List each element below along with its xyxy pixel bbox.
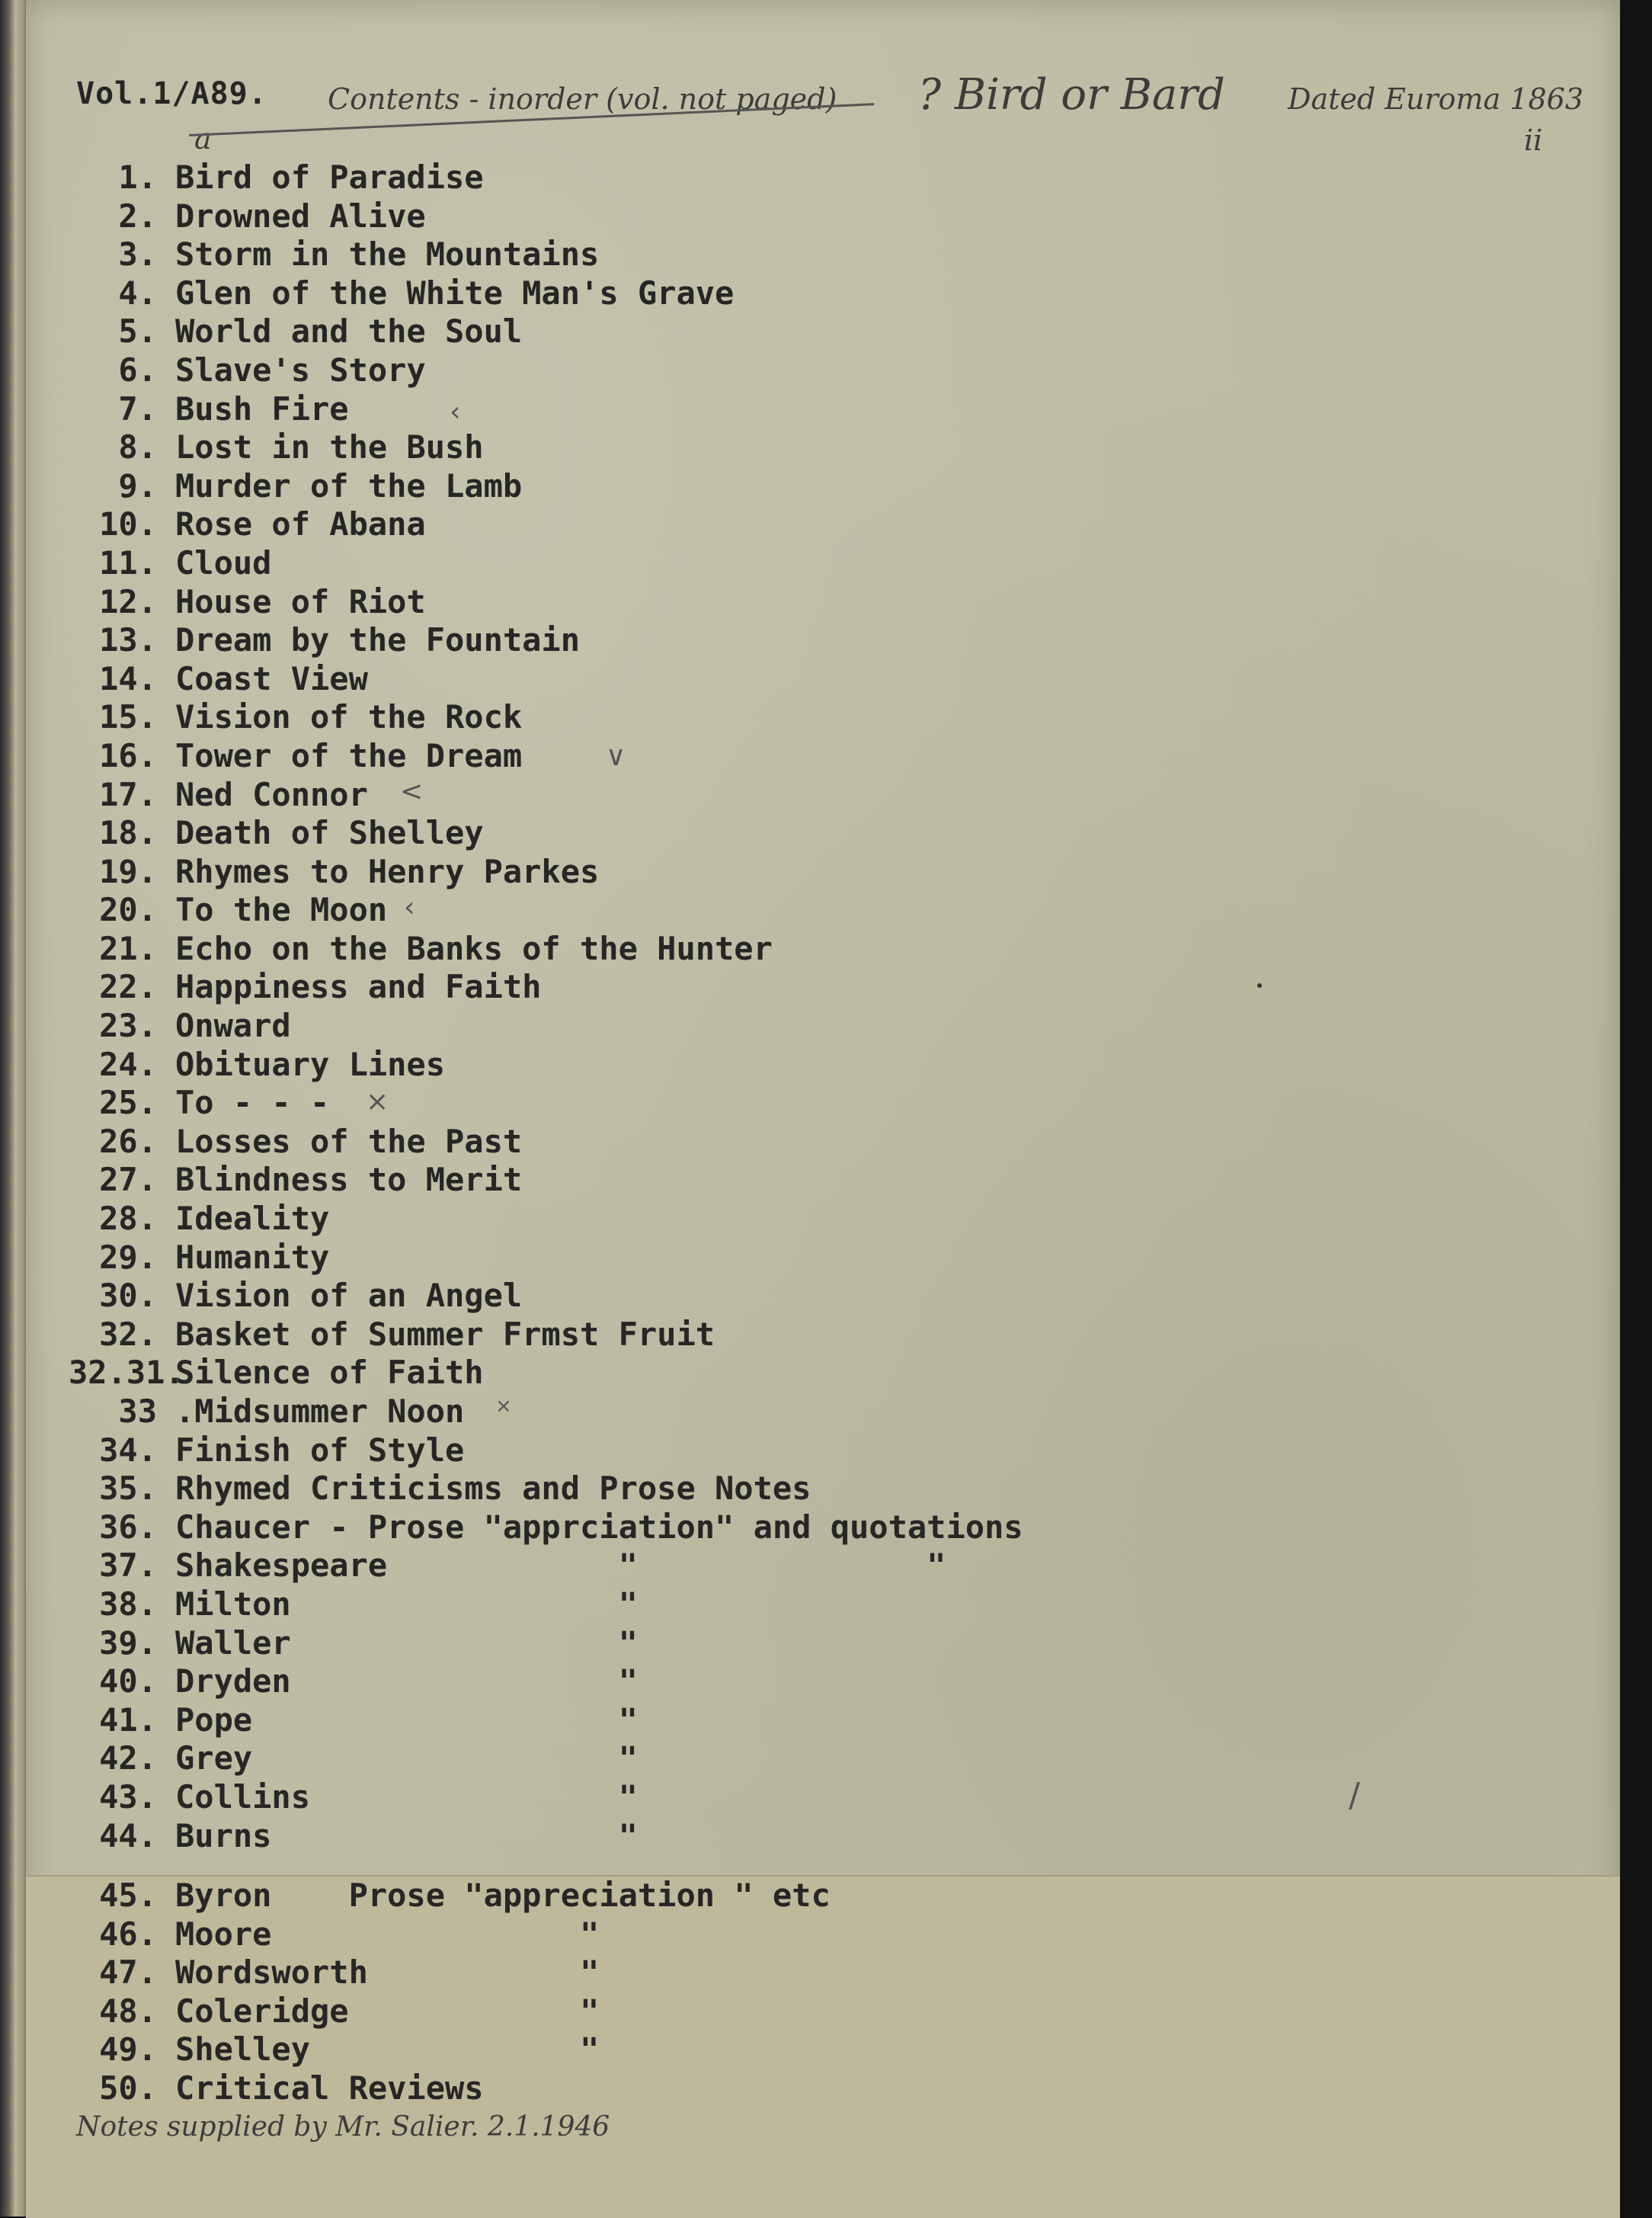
list-item: 2. Drowned Alive — [118, 197, 426, 235]
list-item: 18. Death of Shelley — [99, 814, 484, 852]
list-item: 14. Coast View — [99, 659, 368, 697]
pencil-stroke-icon: / — [1349, 1776, 1360, 1815]
pencil-tick-icon: ‹ — [450, 396, 461, 428]
list-item: 17. Ned Connor — [99, 775, 368, 813]
pencil-tick-icon: ‹ — [404, 892, 415, 923]
list-item: 4. Glen of the White Man's Grave — [118, 274, 735, 312]
list-item: 45. Byron Prose "appreciation " etc — [99, 1877, 831, 1914]
list-item: 38. Milton " — [99, 1585, 638, 1623]
handwritten-date: Dated Euroma 1863 — [1288, 82, 1584, 116]
contents-list — [69, 159, 1364, 1855]
ink-dot — [1257, 983, 1262, 988]
list-item: 39. Waller " — [99, 1623, 638, 1662]
pencil-tick-icon: ∨ — [606, 741, 626, 772]
list-item: 32.31.Silence of Faith — [69, 1354, 484, 1392]
list-item: 43. Collins " — [99, 1777, 638, 1816]
list-item: 40. Dryden " — [99, 1662, 638, 1700]
list-item: 6. Slave's Story — [118, 351, 426, 389]
volume-reference: Vol.1/A89. — [76, 76, 267, 111]
list-item: 23. Onward — [99, 1007, 291, 1045]
list-item: 9. Murder of the Lamb — [118, 466, 523, 505]
list-item: 15. Vision of the Rock — [99, 698, 523, 736]
list-item: 29. Humanity — [99, 1238, 330, 1276]
list-item: 8. Lost in the Bush — [118, 428, 484, 466]
handwritten-query: ? Bird or Bard — [918, 70, 1225, 120]
handwritten-correction: a — [194, 122, 212, 155]
handwritten-note: Contents - inorder (vol. not paged) — [328, 82, 837, 116]
list-item: 7. Bush Fire — [118, 389, 349, 428]
list-item: 37. Shakespeare " " — [99, 1547, 946, 1585]
list-item: 13. Dream by the Fountain — [99, 621, 581, 659]
book-spine — [0, 0, 26, 2216]
pencil-cross-icon: × — [495, 1395, 512, 1418]
list-item: 44. Burns " — [99, 1816, 638, 1854]
list-item: 3. Storm in the Mountains — [118, 236, 600, 274]
list-item: 42. Grey " — [99, 1739, 638, 1777]
list-item: 19. Rhymes to Henry Parkes — [99, 852, 600, 890]
list-item: 25. To - - - — [99, 1084, 330, 1122]
strip-contents-list — [69, 1877, 1364, 2108]
list-item: 36. Chaucer - Prose "apprciation" and quotations — [99, 1508, 1023, 1546]
list-item: 32. Basket of Summer Frmst Fruit — [99, 1315, 716, 1353]
pencil-tick-icon: < — [400, 776, 424, 807]
list-item: 30. Vision of an Angel — [99, 1277, 523, 1315]
list-item: 50. Critical Reviews — [99, 2069, 484, 2107]
list-item: 16. Tower of the Dream — [99, 736, 523, 774]
list-item: 49. Shelley " — [99, 2030, 600, 2069]
list-item: 48. Coleridge " — [99, 1992, 600, 2030]
list-item: 1. Bird of Paradise — [118, 159, 484, 196]
list-item: 34. Finish of Style — [99, 1431, 465, 1469]
list-item: 47. Wordsworth " — [99, 1954, 600, 1992]
footer-note: Notes supplied by Mr. Salier. 2.1.1946 — [76, 2111, 610, 2143]
list-item: 12. House of Riot — [99, 582, 426, 620]
list-item: 10. Rose of Abana — [99, 505, 426, 543]
list-item: 41. Pope " — [99, 1700, 638, 1739]
list-item: 5. World and the Soul — [118, 313, 523, 351]
list-item: 24. Obituary Lines — [99, 1045, 446, 1083]
list-item: 35. Rhymed Criticisms and Prose Notes — [99, 1470, 812, 1508]
list-item: 21. Echo on the Banks of the Hunter — [99, 929, 773, 967]
list-item: 33 .Midsummer Noon — [118, 1393, 465, 1430]
list-item: 26. Losses of the Past — [99, 1122, 523, 1160]
list-item: 27. Blindness to Merit — [99, 1161, 523, 1199]
list-item: 11. Cloud — [99, 543, 272, 582]
folio-number: ii — [1524, 123, 1543, 157]
list-item: 28. Ideality — [99, 1200, 330, 1238]
list-item: 20. To the Moon — [99, 891, 388, 929]
pencil-cross-icon: × — [366, 1086, 389, 1117]
list-item: 22. Happiness and Faith — [99, 968, 542, 1006]
list-item: 46. Moore " — [99, 1915, 600, 1953]
